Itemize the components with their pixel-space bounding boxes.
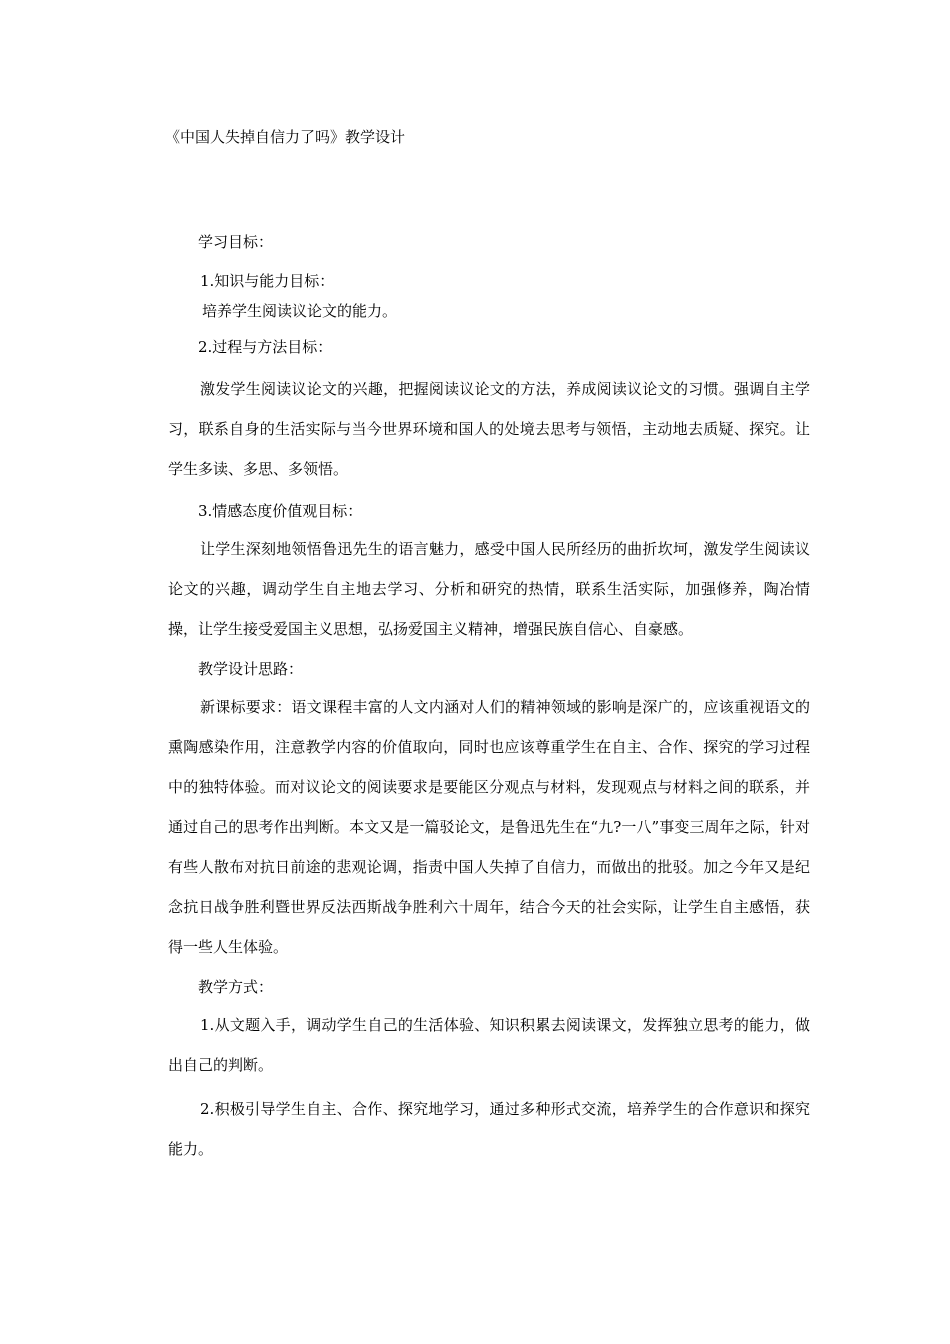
document-body — [168, 232, 810, 1169]
emotion-goal-text: 让学生深刻地领悟鲁迅先生的语言魅力，感受中国人民所经历的曲折坎坷，激发学生阅读议论文的兴趣，调动学生自主地去学习、分析和研究的热情，联系生活实际，加强修养，陶冶情操，让学生接受爱国主义思想，弘扬爱国主义精神，增强民族自信心、自豪感。 — [168, 540, 810, 638]
design-idea-heading: 教学设计思路： — [198, 660, 304, 678]
teaching-method-heading: 教学方式： — [198, 978, 274, 996]
design-idea-text: 新课标要求：语文课程丰富的人文内涵对人们的精神领域的影响是深广的，应该重视语文的熏陶感染作用，注意教学内容的价值取向，同时也应该尊重学生在自主、合作、探究的学习过程中的独特体验。而对议论文的阅读要求是要能区分观点与材料，发现观点与材料之间的联系，并通过自己的思考作出判断。本文又是一篇驳论文，是鲁迅先生在“九?一八”事变三周年之际，针对有些人散布对抗日前途的悲观论调，指责中国人失掉了自信力，而做出的批驳。加之今年又是纪念抗日战争胜利暨世界反法西斯战争胜利六十周年，结合今天的社会实际，让学生自主感悟，获得一些人生体验。 — [168, 698, 810, 956]
learning-goals-heading: 学习目标： — [198, 233, 274, 251]
process-goal-text: 激发学生阅读议论文的兴趣，把握阅读议论文的方法，养成阅读议论文的习惯。强调自主学习，联系自身的生活实际与当今世界环境和国人的处境去思考与领悟，主动地去质疑、探究。让学生多读、多思、多领悟。 — [168, 380, 810, 478]
emotion-goal-heading: 3.情感态度价值观目标： — [198, 502, 363, 520]
knowledge-goal-text: 培养学生阅读议论文的能力。 — [202, 302, 398, 320]
teaching-method-item-1: 1.从文题入手，调动学生自己的生活体验、知识积累去阅读课文，发挥独立思考的能力，做出自己的判断。 — [168, 1016, 810, 1074]
knowledge-goal-heading: 1.知识与能力目标： — [200, 272, 335, 290]
document-title: 《中国人失掉自信力了吗》教学设计 — [165, 128, 406, 146]
teaching-method-item-2: 2.积极引导学生自主、合作、探究地学习，通过多种形式交流，培养学生的合作意识和探究能力。 — [168, 1100, 810, 1158]
process-goal-heading: 2.过程与方法目标： — [198, 338, 333, 356]
